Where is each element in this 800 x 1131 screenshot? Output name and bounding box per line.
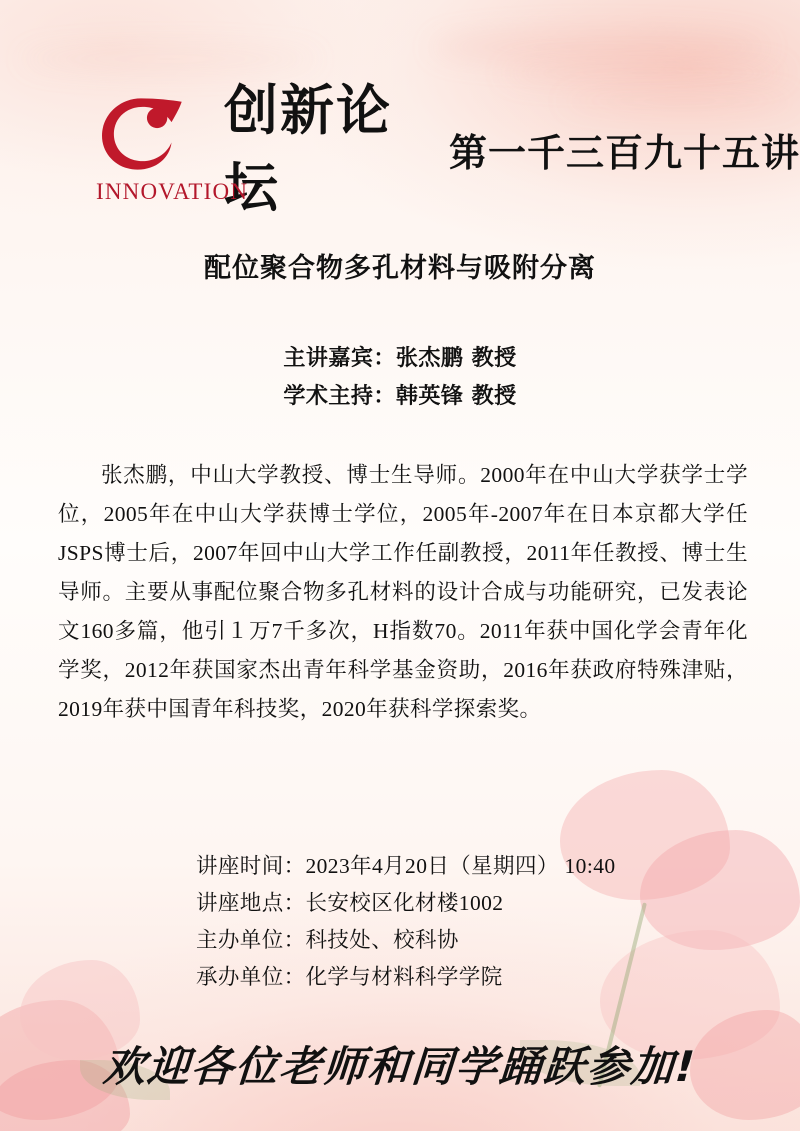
detail-place: 讲座地点：长安校区化材楼1002 [196, 891, 504, 915]
innovation-swirl-logo-icon [98, 95, 184, 173]
brand-title: 创新论坛 [224, 79, 392, 219]
speaker-biography: 张杰鹏，中山大学教授、博士生导师。2000年在中山大学获学士学位，2005年在中山大学获博士学位，2005年-2007年在日本京都大学任JSPS博士后，2007年回中山大学工作任副教授，2011年任教授、博士生导师。主要从事配位聚合物多孔材料的设计合成与功能研究，已发表论文160多篇，他引１万7千多次，H指数70。2011年获中国化学会青年化学奖，2012年获国家杰出青年科学基金资助，2016年获政府特殊津贴，2019年获中国青年科技奖，2020年获科学探索奖。 [58, 463, 748, 721]
logo-caption: INNOVATION [96, 179, 249, 204]
detail-time: 讲座时间：2023年4月20日（星期四） 10:40 [196, 854, 616, 878]
speaker-block [0, 340, 800, 416]
host-line: 学术主持：韩英锋 教授 [283, 384, 517, 409]
page-title: 配位聚合物多孔材料与吸附分离 [204, 253, 596, 284]
call-to-action: 欢迎各位老师和同学踊跃参加! [101, 1042, 699, 1091]
detail-organizer: 主办单位：科技处、校科协 [196, 928, 459, 952]
poster-header [0, 79, 800, 222]
cloud-decoration [500, 62, 790, 84]
lecture-number: 第一千三百九十五讲 [448, 130, 800, 175]
logo-block [96, 95, 249, 213]
event-details [0, 848, 800, 996]
cloud-decoration [430, 30, 770, 64]
presenter-line: 主讲嘉宾：张杰鹏 教授 [283, 346, 517, 371]
detail-undertaker: 承办单位：化学与材料科学学院 [196, 965, 503, 989]
